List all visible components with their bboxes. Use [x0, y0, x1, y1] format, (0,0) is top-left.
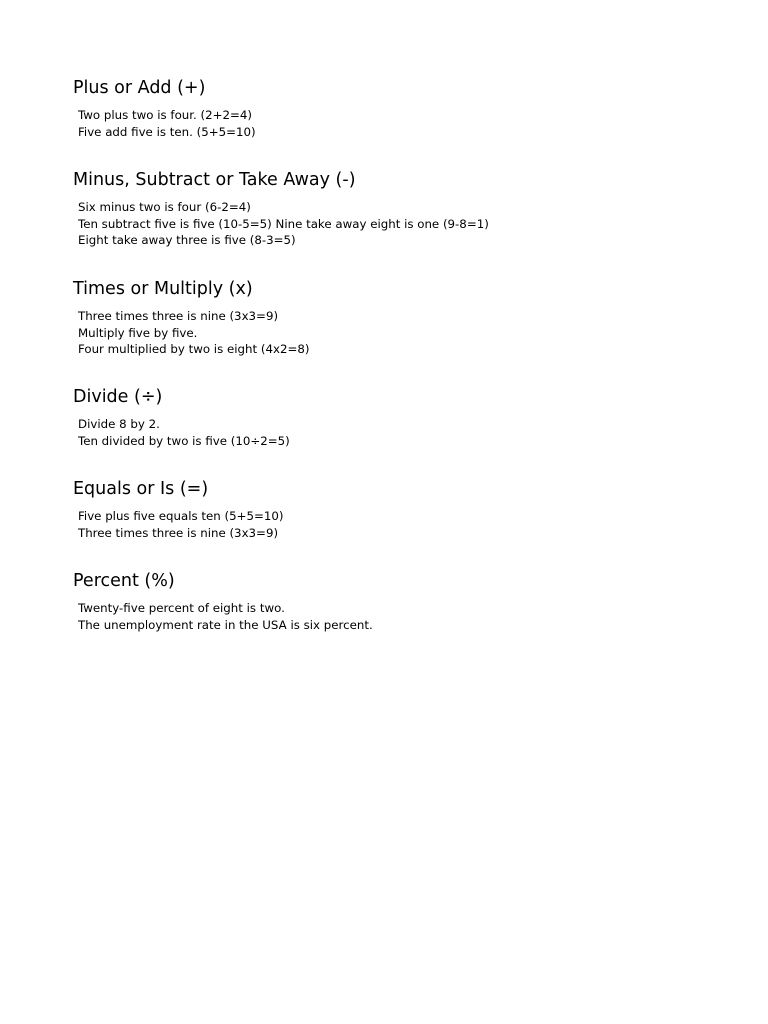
- section-body: [73, 508, 733, 541]
- section-heading: Times or Multiply (x): [73, 279, 253, 299]
- section-plus: [73, 77, 733, 140]
- example-line: Multiply five by five.: [78, 325, 198, 340]
- section-body: [73, 199, 733, 249]
- section-body: [73, 107, 733, 140]
- example-line: Ten subtract five is five (10-5=5) Nine take away eight is one (9-8=1): [78, 216, 489, 231]
- example-line: Divide 8 by 2.: [78, 417, 160, 431]
- example-line: Four multiplied by two is eight (4x2=8): [78, 342, 310, 356]
- section-heading: Minus, Subtract or Take Away (-): [73, 170, 356, 190]
- example-line: The unemployment rate in the USA is six percent.: [78, 617, 373, 632]
- section-heading: Plus or Add (+): [73, 78, 206, 98]
- section-body: [73, 308, 733, 358]
- example-line: Eight take away three is five (8-3=5): [78, 233, 296, 247]
- section-divide: [73, 386, 733, 449]
- example-line: Five add five is ten. (5+5=10): [78, 124, 256, 139]
- example-line: Two plus two is four. (2+2=4): [78, 108, 253, 122]
- section-percent: [73, 570, 733, 633]
- example-line: Three times three is nine (3x3=9): [78, 309, 279, 323]
- example-line: Twenty-five percent of eight is two.: [78, 601, 285, 615]
- section-body: [73, 600, 733, 633]
- section-heading: Divide (÷): [73, 387, 163, 407]
- example-line: Six minus two is four (6-2=4): [78, 200, 251, 214]
- section-equals: [73, 478, 733, 541]
- section-times: [73, 278, 733, 358]
- example-line: Ten divided by two is five (10÷2=5): [78, 433, 290, 448]
- section-body: [73, 416, 733, 449]
- example-line: Three times three is nine (3x3=9): [78, 525, 279, 540]
- section-heading: Equals or Is (=): [73, 479, 209, 499]
- section-heading: Percent (%): [73, 571, 175, 591]
- section-minus: [73, 169, 733, 249]
- example-line: Five plus five equals ten (5+5=10): [78, 509, 284, 523]
